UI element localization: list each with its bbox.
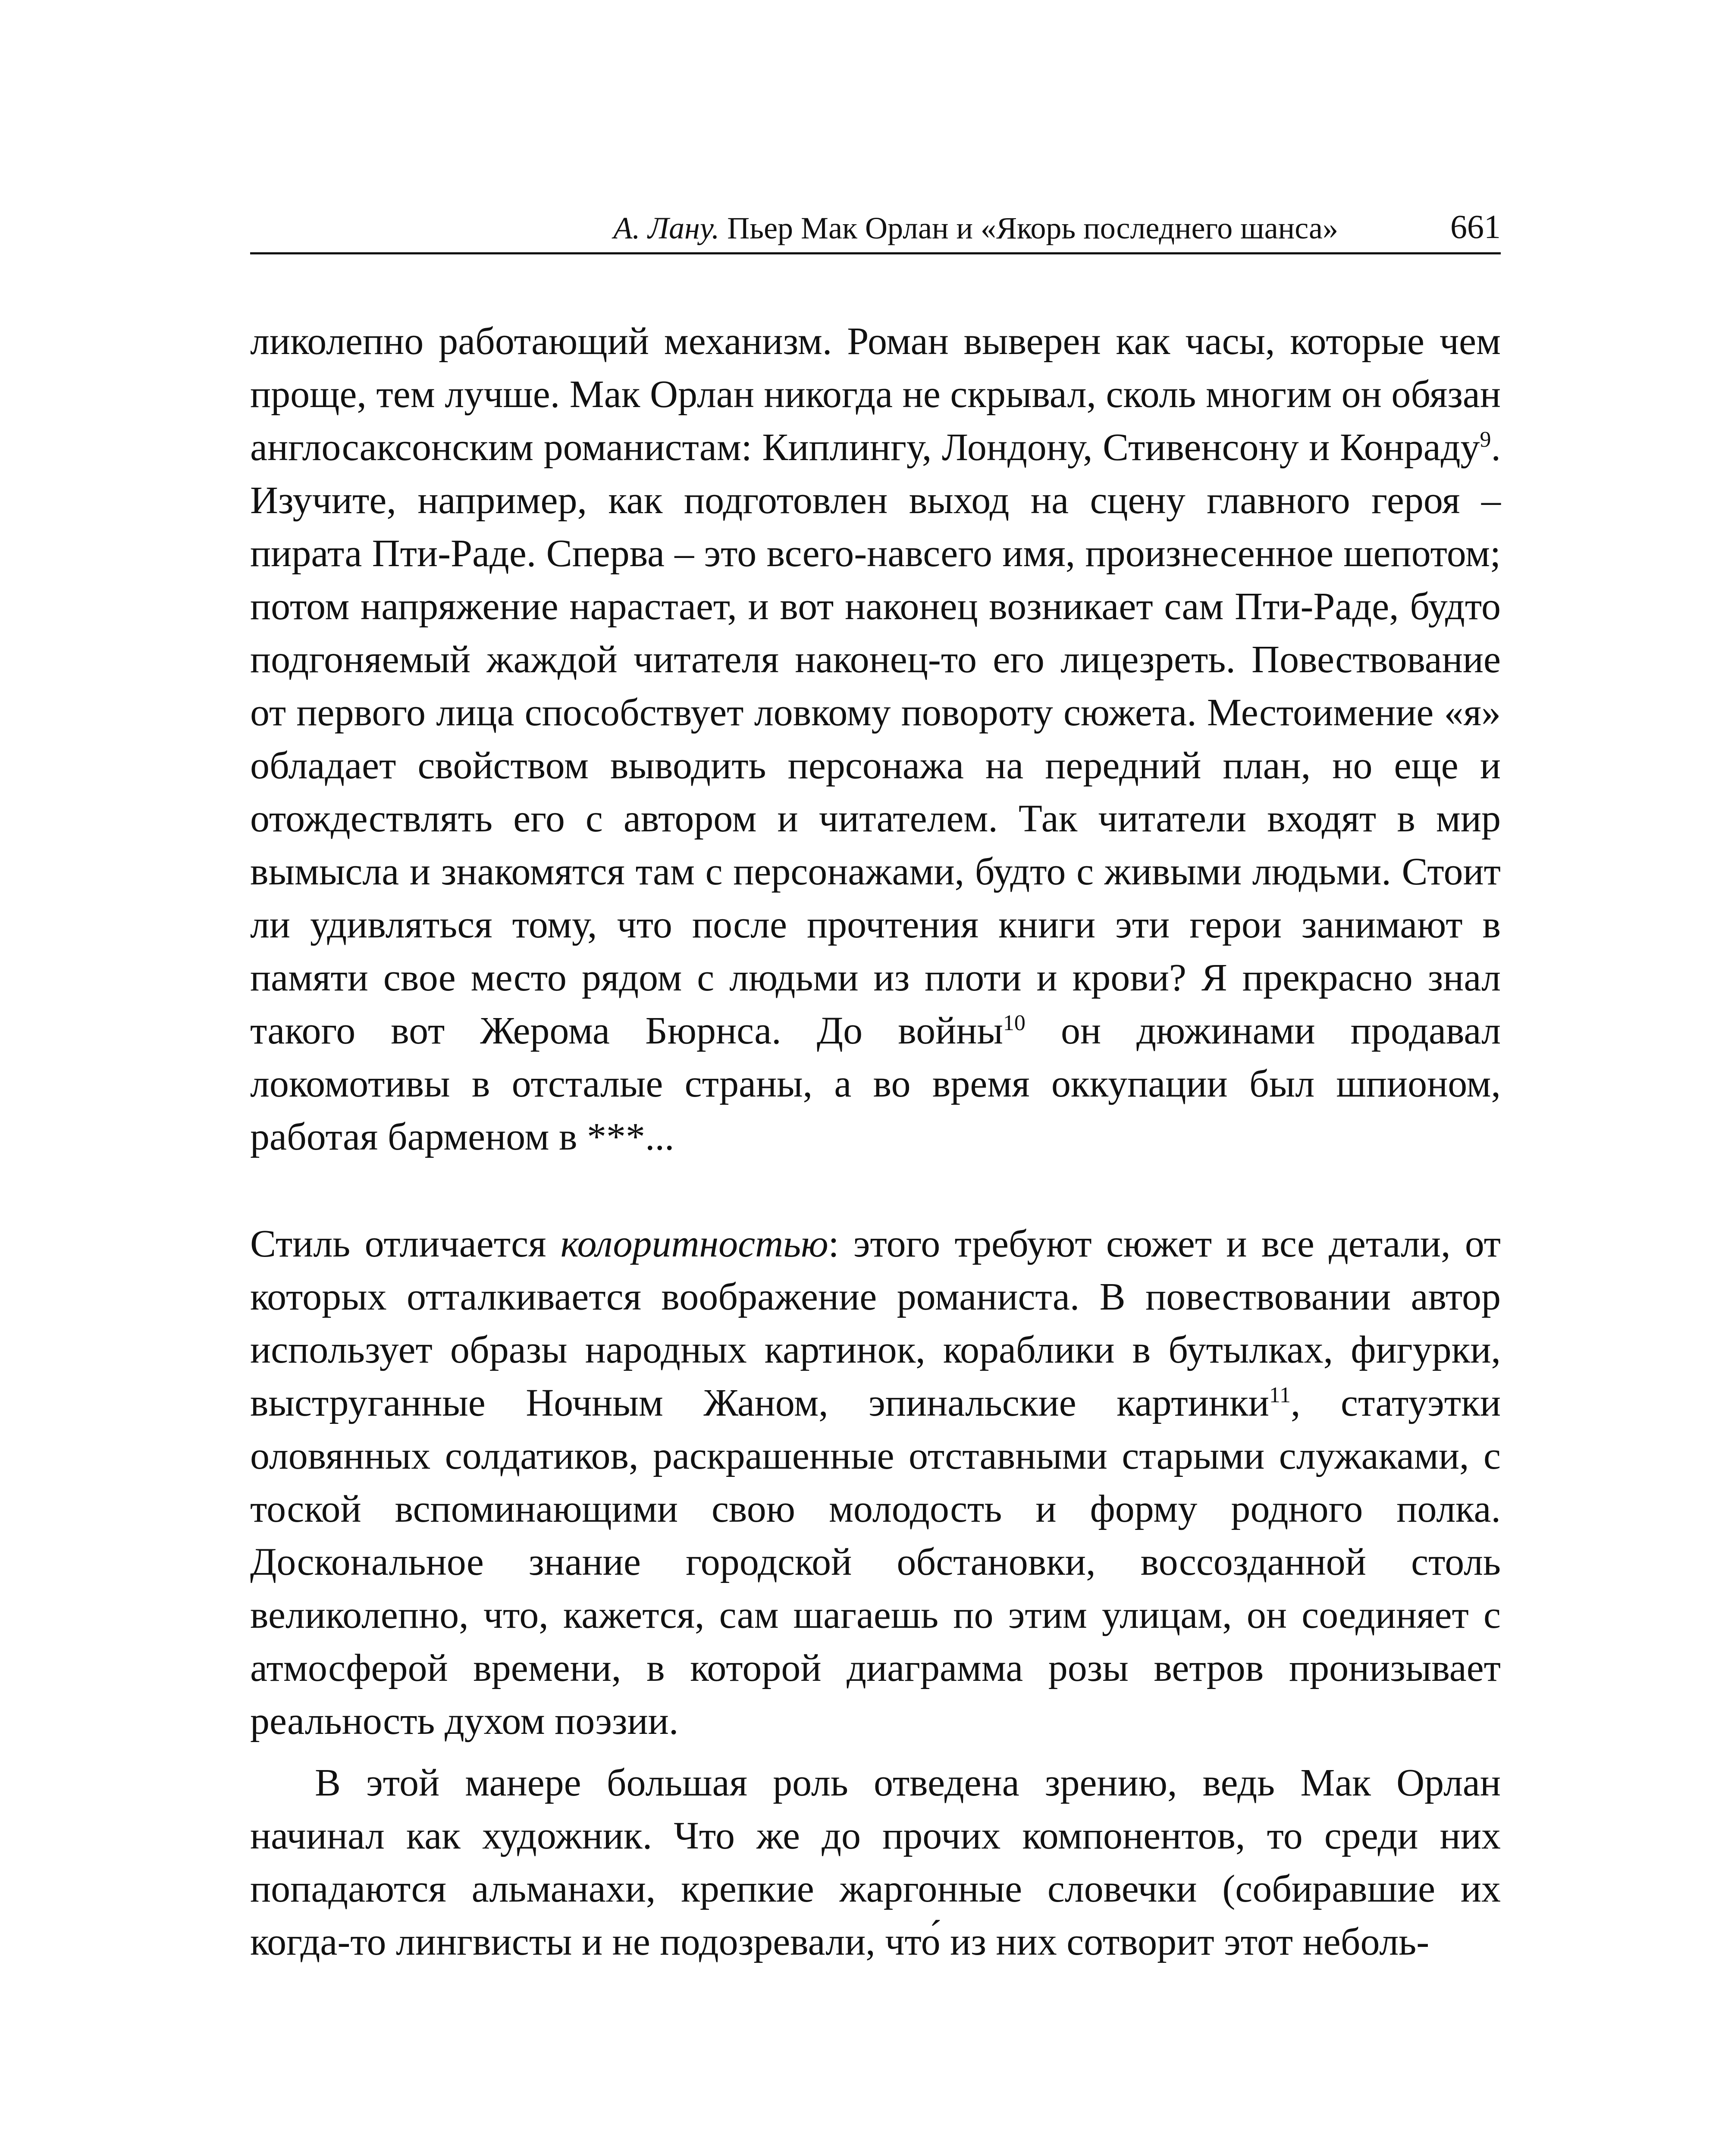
paragraph-2-text-a: Стиль отличается xyxy=(250,1222,561,1265)
running-head-title-text: Пьер Мак Орлан и «Якорь последнего шанса» xyxy=(727,211,1338,245)
paragraph-3 xyxy=(250,1756,1501,1968)
book-page xyxy=(250,190,1501,2087)
paragraph-1 xyxy=(250,315,1501,1163)
paragraph-2 xyxy=(250,1217,1501,1748)
paragraph-1-text-a: ликолепно работающий механизм. Роман выверен как часы, которые чем проще, тем лучше. Мак Орлан никогда не скрывал, сколь многим он обязан англосаксонским романистам: Киплингу, Лондону, Стивенсону и Конраду xyxy=(250,320,1501,469)
page-number: 661 xyxy=(1450,208,1501,245)
footnote-ref-11: 11 xyxy=(1269,1383,1291,1407)
body-text xyxy=(250,315,1501,1968)
paragraph-3-text: В этой манере большая роль отведена зрению, ведь Мак Орлан начинал как художник. Что же до прочих компонентов, то среди них попадаются альманахи, крепкие жаргонные словечки (собиравшие их когда-то лингвисты и не подозревали, что́ из них сотворит этот неболь- xyxy=(250,1761,1501,1963)
footnote-ref-10: 10 xyxy=(1003,1011,1026,1035)
paragraph-2-text-b: : этого требуют сюжет и все детали, от которых отталкивается воображение романиста. В повествовании автор использует образы народных картинок, кораблики в бутылках, фигурки, выструганные Ночным Жаном, эпинальские картинки xyxy=(250,1222,1501,1424)
paragraph-2-text-c: , статуэтки оловянных солдатиков, раскрашенные отставными старыми служаками, с тоской вспоминающими свою молодость и форму родного полка. Доскональное знание городской обстановки, воссозданной столь великолепно, что, кажется, сам шагаешь по этим улицам, он соединяет с атмосферой времени, в которой диаграмма розы ветров пронизывает реальность духом поэзии. xyxy=(250,1382,1501,1742)
paragraph-2-emphasis: колоритностью xyxy=(560,1222,828,1265)
running-head xyxy=(250,190,1501,254)
running-head-title xyxy=(613,210,1338,246)
paragraph-1-text-c: он дюжинами продавал локомотивы в отсталые страны, а во время оккупации был шпионом, работая барменом в ***... xyxy=(250,1009,1501,1158)
running-head-author: А. Лану. xyxy=(613,211,720,245)
paragraph-1-text-b: . Изучите, например, как подготовлен выход на сцену главного героя – пирата Пти-Раде. Сперва – это всего-навсего имя, произнесенное шепотом; потом напряжение нарастает, и вот наконец возникает сам Пти-Раде, будто подгоняемый жаждой читателя наконец-то его лицезреть. Повествование от первого лица способствует ловкому повороту сюжета. Местоимение «я» обладает свойством выводить персонажа на передний план, но еще и отождествлять его с автором и читателем. Так читатели входят в мир вымысла и знакомятся там с персонажами, будто с живыми людьми. Стоит ли удивляться тому, что после прочтения книги эти герои занимают в памяти свое место рядом с людьми из плоти и крови? Я прекрасно знал такого вот Жерома Бюрнса. До войны xyxy=(250,426,1501,1052)
footnote-ref-9: 9 xyxy=(1480,427,1491,452)
